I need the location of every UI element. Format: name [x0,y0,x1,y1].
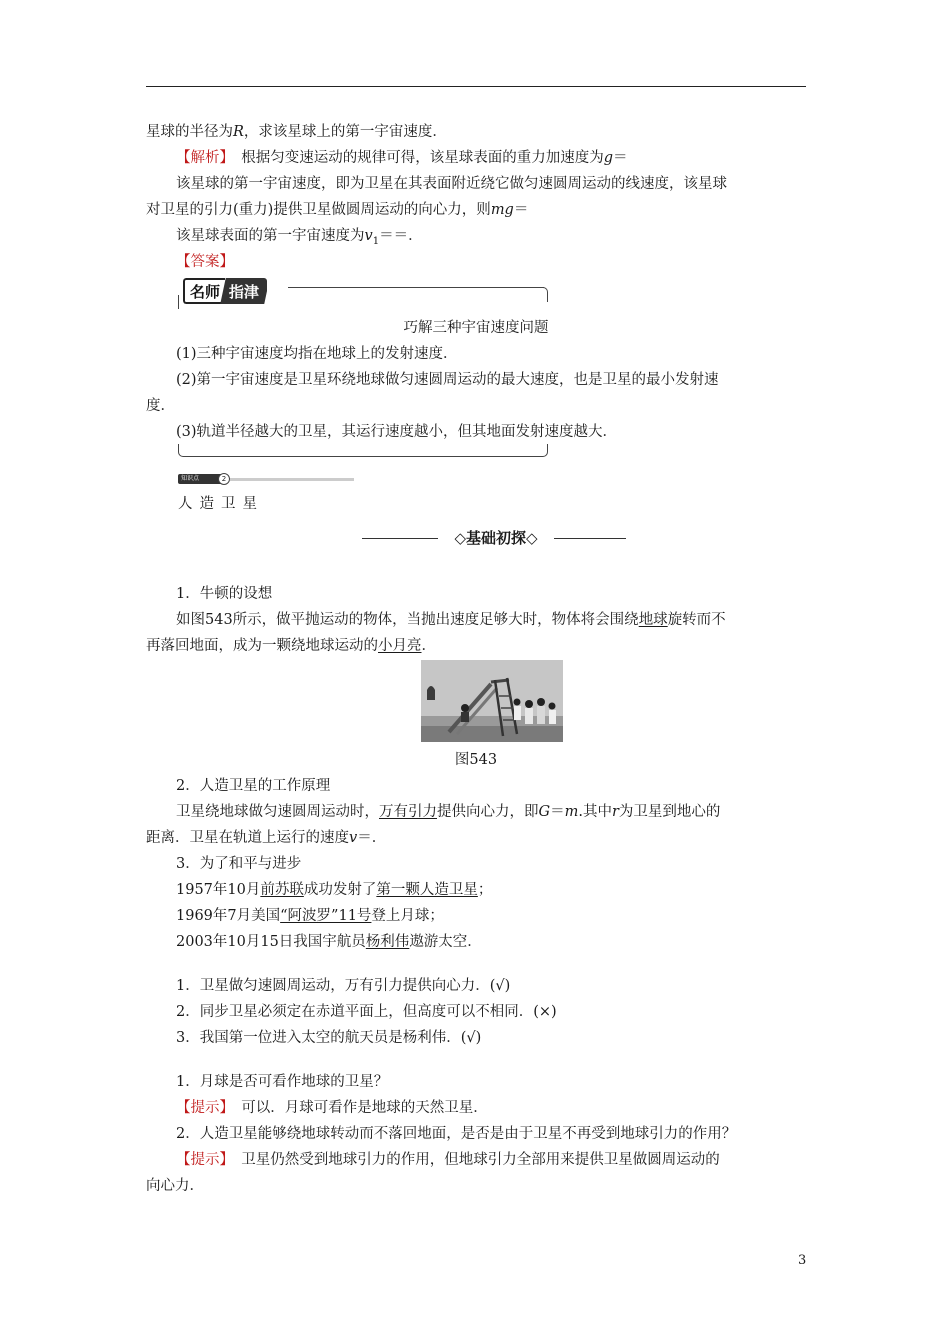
solution-line-3: 对卫星的引力(重力)提供卫星做圆周运动的向心力，则mg＝ [146,202,529,218]
tip-point-3: (3)轨道半径越大的卫星，其运行速度越小，但其地面发射速度越大． [176,424,618,440]
solution-line-1: 【解析】 根据匀变速运动的规律可得，该星球表面的重力加速度为g＝ [176,150,628,166]
s3-line-c: 2003年10月15日我国宇航员杨利伟遨游太空． [176,934,482,950]
answer-tag: 【答案】 [176,254,234,270]
knowledge-point-label: 知识点 [178,474,224,484]
s1-title: 1．牛顿的设想 [176,586,273,602]
diamond-icon: ◇ [526,529,538,547]
page-number: 3 [798,1253,807,1268]
section-title: ◇基础初探◇ [440,526,552,550]
knowledge-point-bar [178,474,354,484]
tishi-tag: 【提示】 [176,1100,227,1116]
tip-point-2b: 度． [146,398,175,414]
s1-line-b: 再落回地面，成为一颗绕地球运动的小月亮． [146,638,436,654]
mingshi-badge [183,278,267,304]
s3-title: 3．为了和平与进步 [176,856,302,872]
question-1: 1．月球是否可看作地球的卫星？ [176,1074,389,1090]
knowledge-point-title: 人造卫星 [178,496,264,512]
tip-box-corner [543,287,548,302]
badge-label-b: 指津 [220,278,267,304]
jiexi-tag: 【解析】 [176,150,227,166]
problem-line: 星球的半径为R，求该星球上的第一宇宙速度． [146,124,447,140]
slide-photo [421,660,563,742]
diamond-icon: ◇ [454,529,466,547]
tip-box-bottom-border [178,444,548,457]
answer-2b: 向心力． [146,1178,204,1194]
tip-point-2a: (2)第一宇宙速度是卫星环绕地球做匀速圆周运动的最大速度，也是卫星的最小发射速 [176,372,719,388]
figure-caption: 图543 [454,752,498,768]
tip-box-top-border [288,287,544,288]
s2-line-a: 卫星绕地球做匀速圆周运动时，万有引力提供向心力，即G＝m.其中r为卫星到地心的 [176,804,721,820]
tishi-tag: 【提示】 [176,1152,227,1168]
solution-line-2: 该星球的第一宇宙速度，即为卫星在其表面附近绕它做匀速圆周运动的线速度，该星球 [176,176,727,192]
tip-point-1: (1)三种宇宙速度均指在地球上的发射速度． [176,346,458,362]
s1-line-a: 如图543所示，做平抛运动的物体，当抛出速度足够大时，物体将会围绕地球旋转而不 [176,612,726,628]
badge-label-a: 名师 [183,278,225,304]
s3-line-b: 1969年7月美国“阿波罗”11号登上月球； [176,908,444,924]
s2-title: 2．人造卫星的工作原理 [176,778,331,794]
tip-title: 巧解三种宇宙速度问题 [403,320,549,336]
answer-2a: 【提示】 卫星仍然受到地球引力的作用，但地球引力全部用来提供卫星做圆周运动的 [176,1152,720,1168]
judgment-1: 1．卫星做匀速圆周运动，万有引力提供向心力．(√) [176,978,511,994]
knowledge-point-number: 2 [218,473,230,485]
s2-line-b: 距离．卫星在轨道上运行的速度v＝． [146,830,387,846]
question-2: 2．人造卫星能够绕地球转动而不落回地面，是否是由于卫星不再受到地球引力的作用？ [176,1126,737,1142]
solution-line-4: 该星球表面的第一宇宙速度为$v_1==$． [176,228,423,247]
section-rule-left [362,538,438,539]
answer-1: 【提示】 可以．月球可看作是地球的天然卫星． [176,1100,488,1116]
judgment-3: 3．我国第一位进入太空的航天员是杨利伟．(√) [176,1030,482,1046]
children-slide-image [421,660,563,742]
header-rule [146,86,806,87]
s3-line-a: 1957年10月前苏联成功发射了第一颗人造卫星； [176,882,493,898]
section-rule-right [554,538,626,539]
judgment-2: 2．同步卫星必须定在赤道平面上，但高度可以不相同．(×) [176,1004,557,1020]
